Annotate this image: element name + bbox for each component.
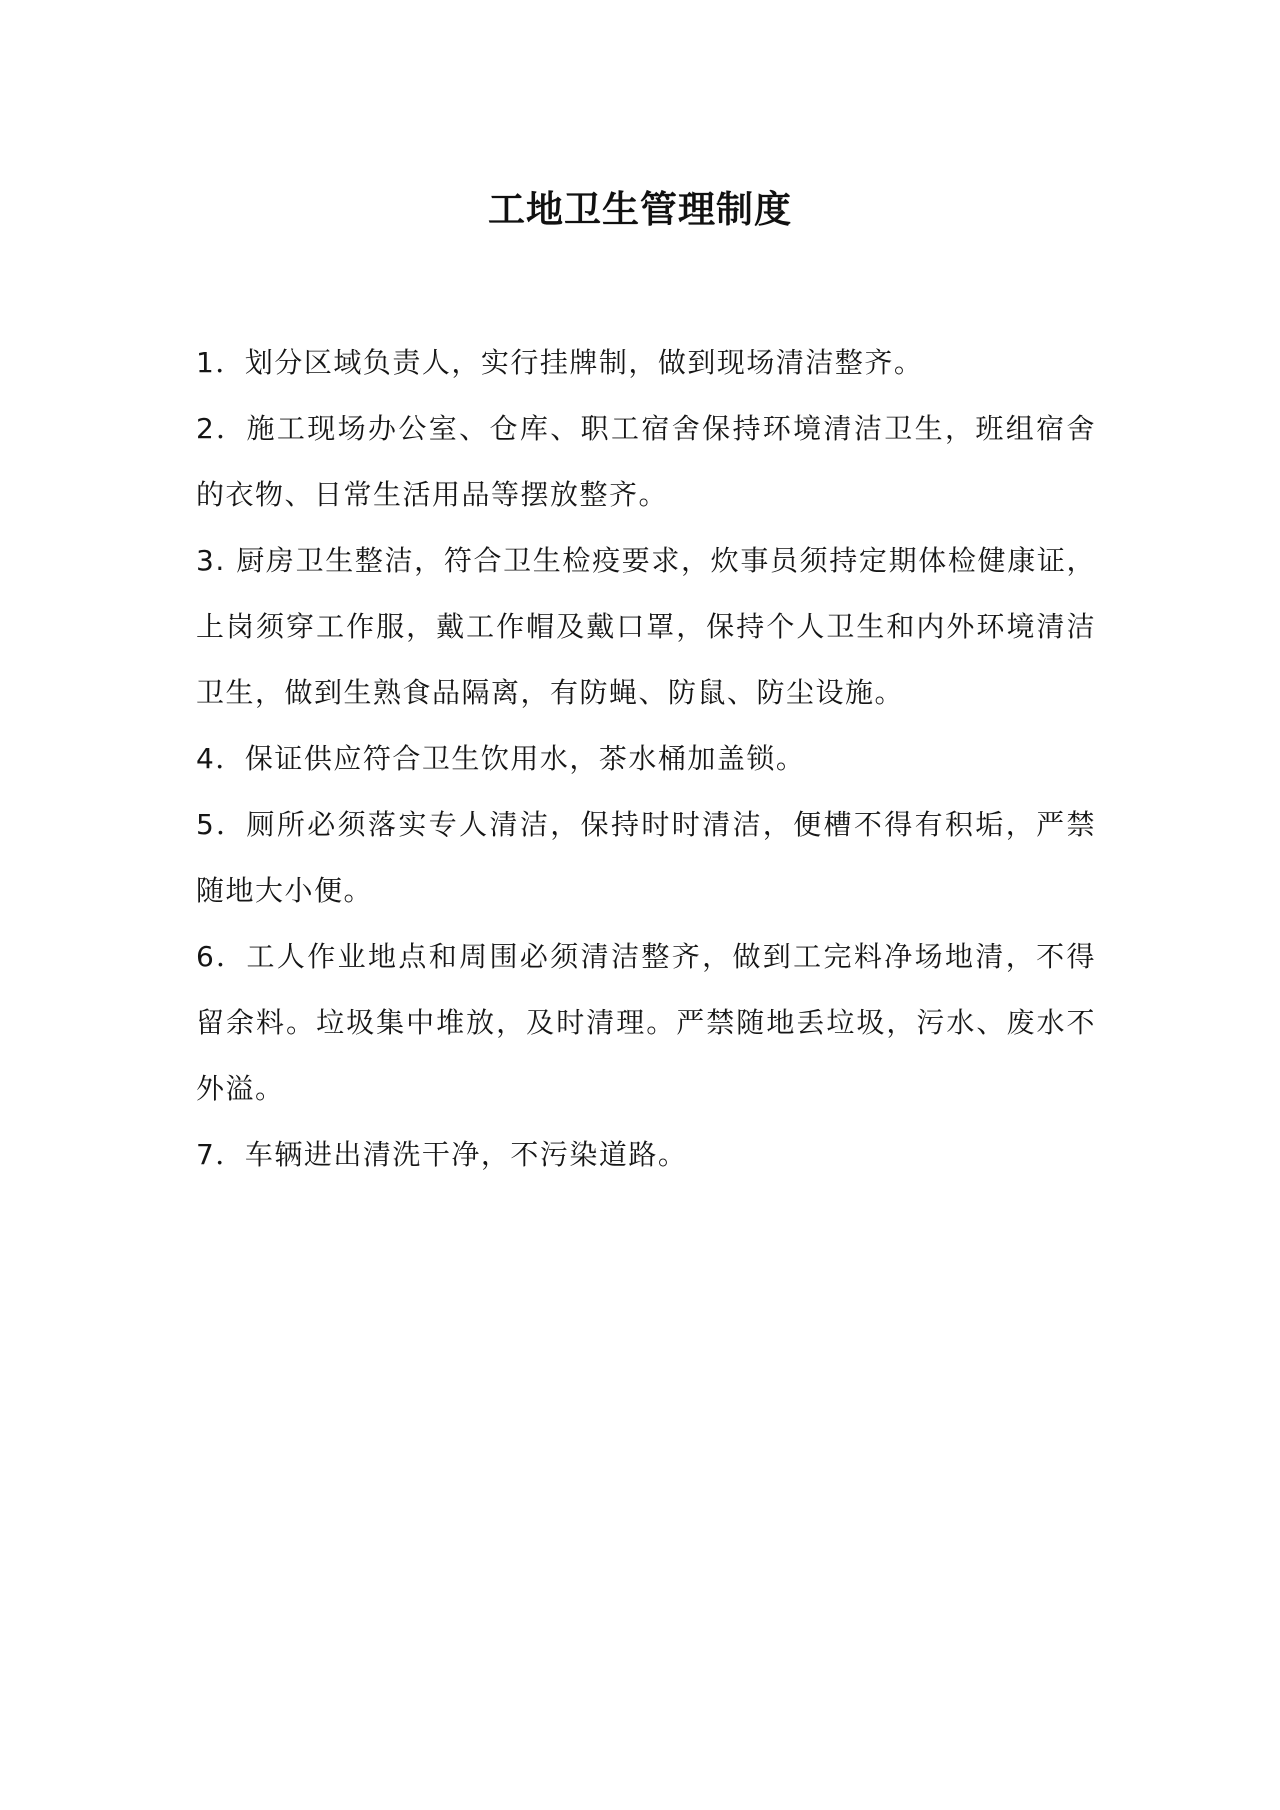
rule-item-2: 2．施工现场办公室、仓库、职工宿舍保持环境清洁卫生，班组宿舍的衣物、日常生活用品等摆放整齐。 [196, 412, 1096, 511]
rule-item-6: 6．工人作业地点和周围必须清洁整齐，做到工完料净场地清，不得留余料。垃圾集中堆放，及时清理。严禁随地丢垃圾，污水、废水不外溢。 [196, 940, 1096, 1105]
rule-item-4: 4．保证供应符合卫生饮用水，茶水桶加盖锁。 [196, 742, 806, 775]
rule-item-7: 7．车辆进出清洗干净，不污染道路。 [196, 1138, 688, 1171]
page-title: 工地卫生管理制度 [488, 188, 792, 231]
rule-item-3: 3. 厨房卫生整洁，符合卫生检疫要求，炊事员须持定期体检健康证，上岗须穿工作服，戴工作帽及戴口罩，保持个人卫生和内外环境清洁卫生，做到生熟食品隔离，有防蝇、防鼠、防尘设施。 [196, 544, 1096, 709]
rule-list [196, 330, 1096, 1188]
rule-item-5: 5．厕所必须落实专人清洁，保持时时清洁，便槽不得有积垢，严禁随地大小便。 [196, 808, 1096, 907]
rule-item-1: 1．划分区域负责人，实行挂牌制，做到现场清洁整齐。 [196, 346, 924, 379]
